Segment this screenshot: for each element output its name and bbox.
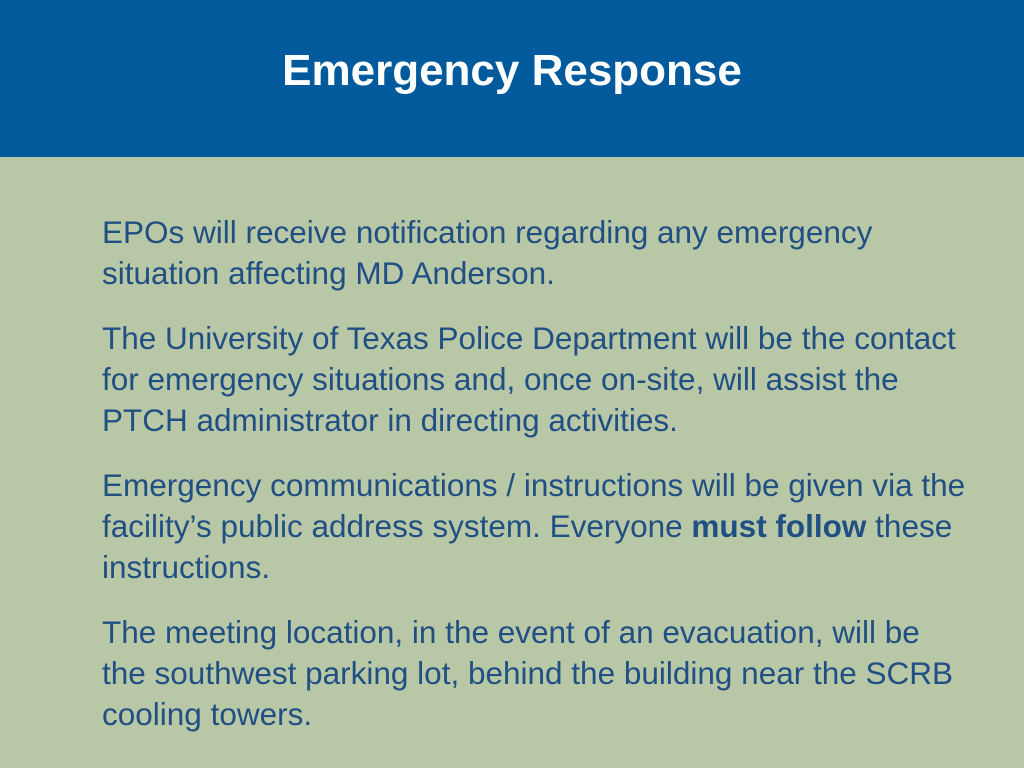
- must-follow-emphasis: must follow: [691, 508, 867, 544]
- slide-title: Emergency Response: [282, 45, 742, 95]
- communications-text-start: Emergency communications / instructions will be given via the facility’s public address system. Everyone: [102, 467, 966, 544]
- paragraph-notification: EPOs will receive notification regarding any emergency situation affecting MD Anderson.: [102, 214, 873, 291]
- paragraph-meeting-location: The meeting location, in the event of an evacuation, will be the southwest parking lot, behind the building near the SCRB cooling towers.: [102, 614, 954, 732]
- title-bar: [0, 0, 1024, 157]
- communications-text-end: these instructions.: [102, 508, 953, 585]
- slide-body: [102, 212, 972, 735]
- paragraph-police-contact: The University of Texas Police Department will be the contact for emergency situations and, once on-site, will assist the PTCH administrator in directing activities.: [102, 320, 956, 438]
- paragraph-communications: [102, 465, 972, 588]
